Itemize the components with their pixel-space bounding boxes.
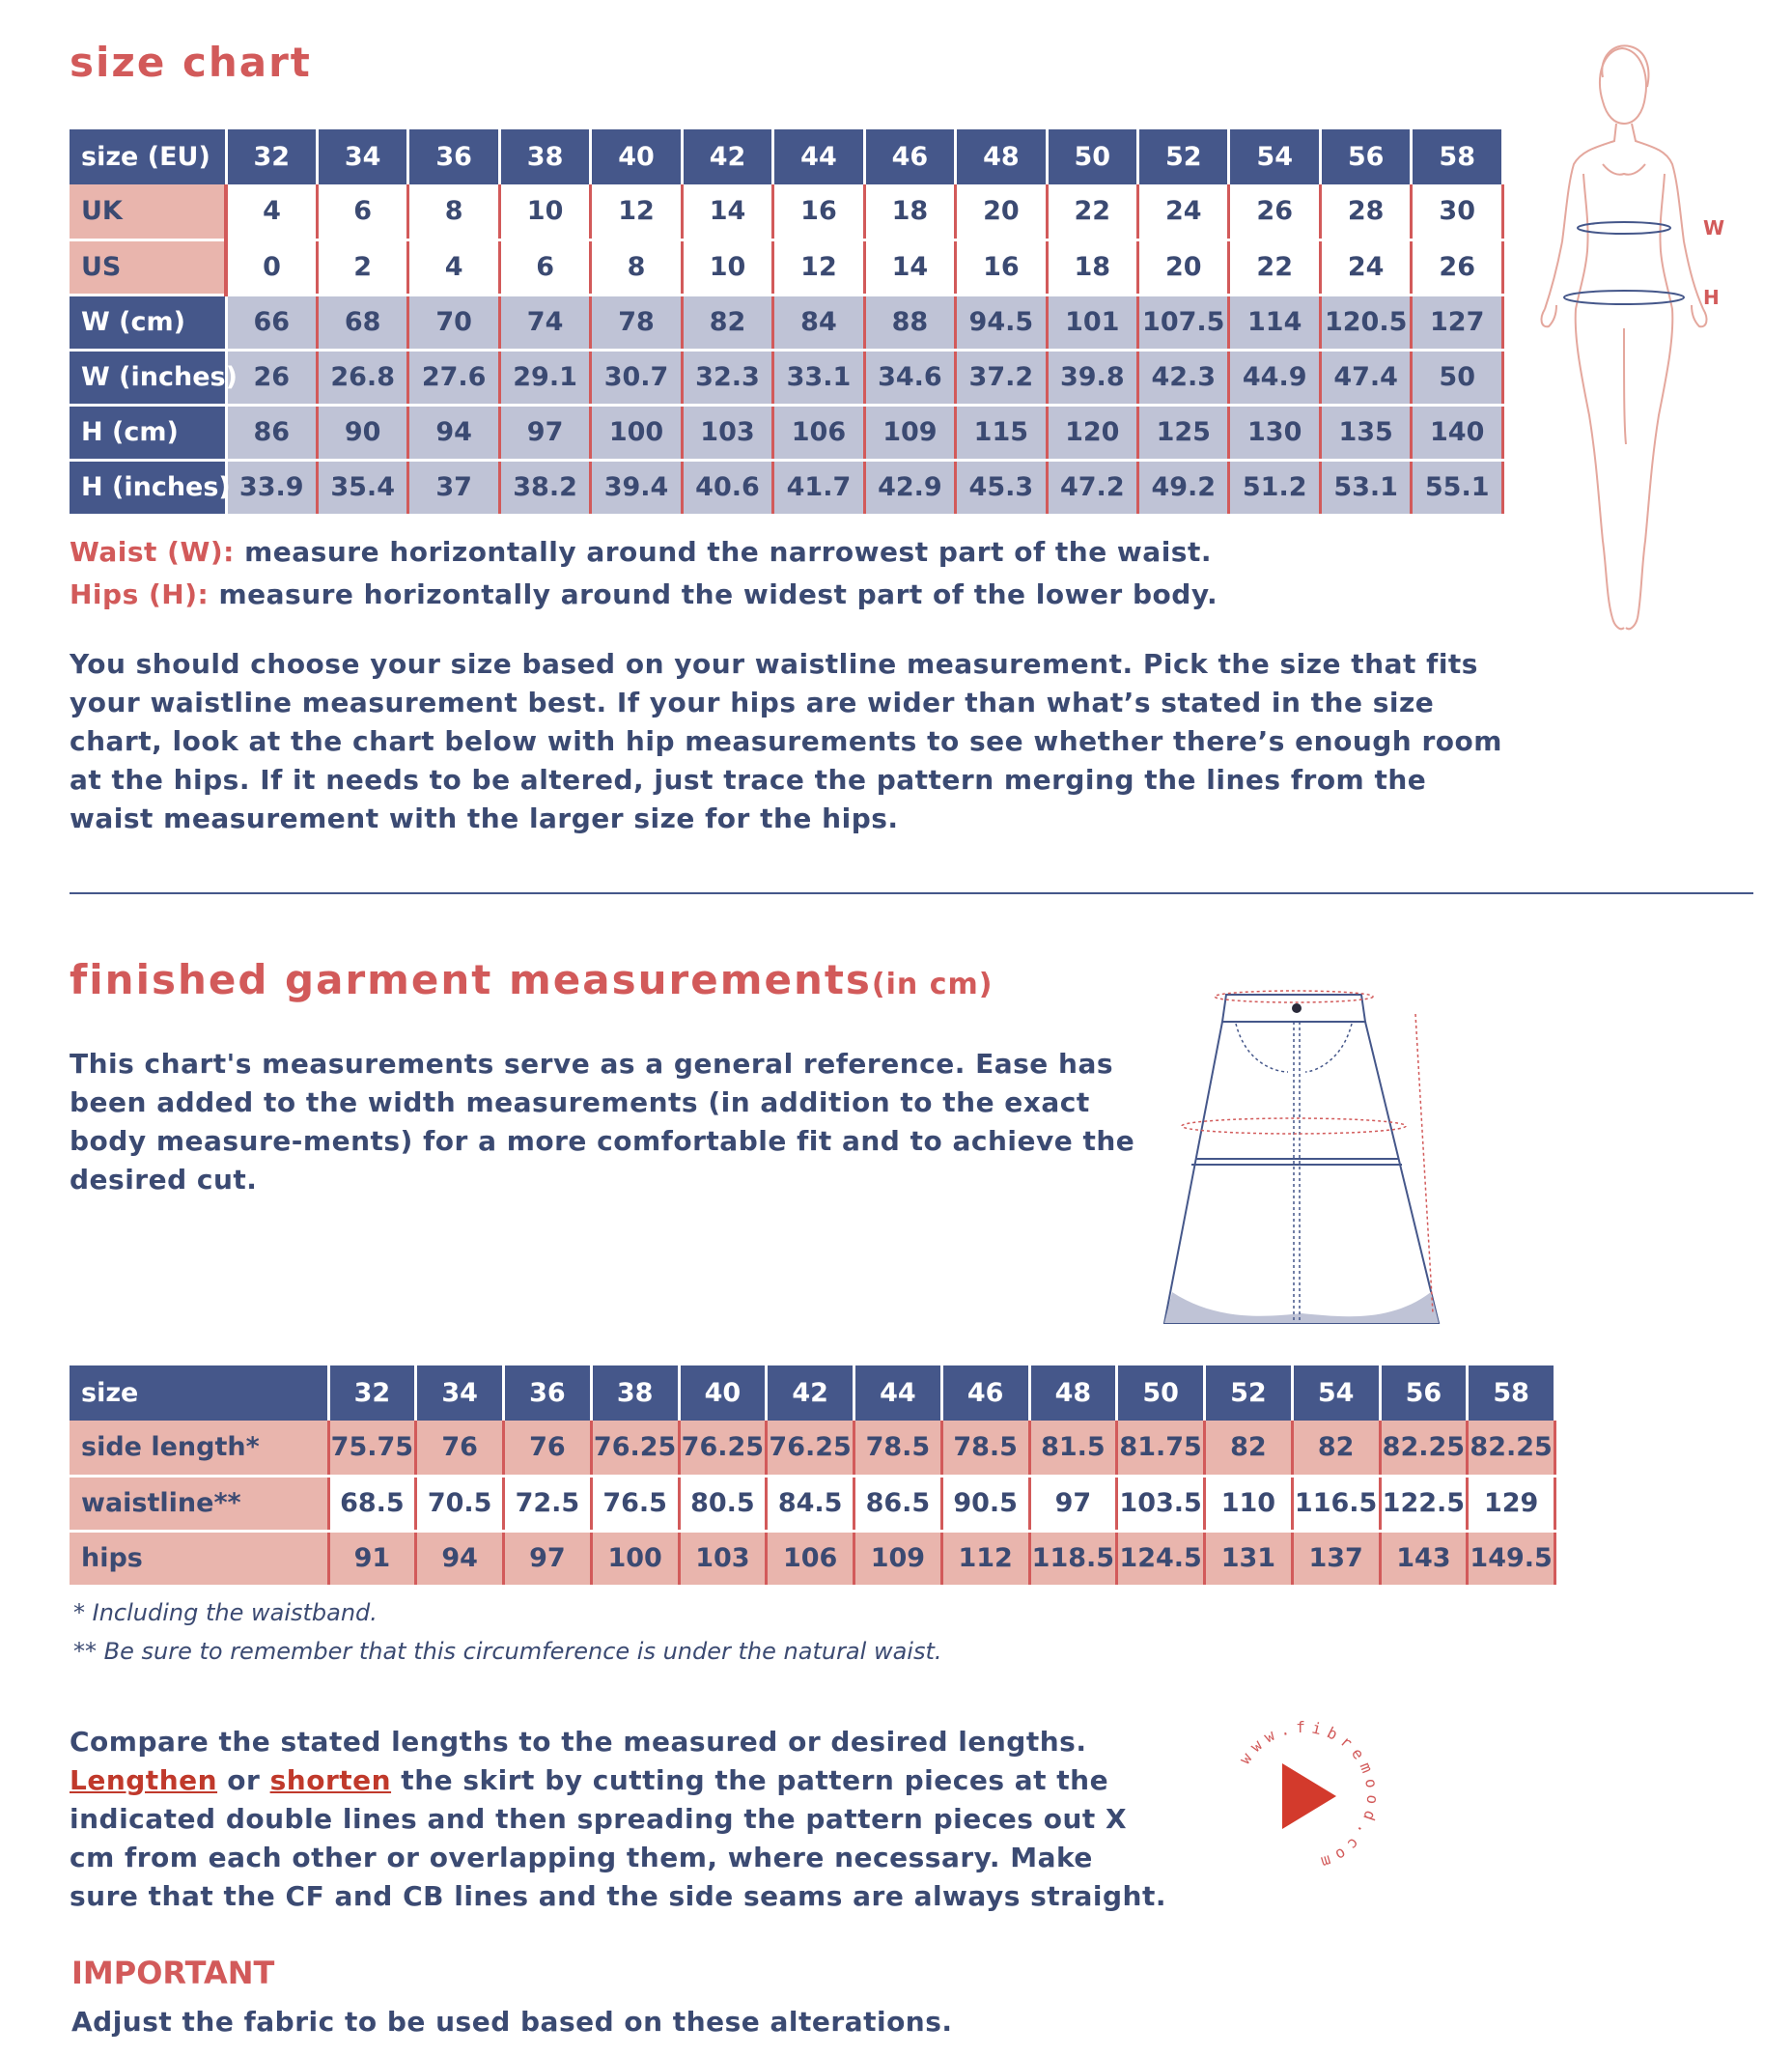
- table-cell: 24: [1320, 239, 1411, 295]
- table-cell: 44.9: [1229, 350, 1320, 405]
- table-cell: 129: [1468, 1476, 1555, 1531]
- garment-size-34: 34: [416, 1365, 504, 1421]
- table-cell: 112: [941, 1531, 1029, 1586]
- table-cell: 131: [1205, 1531, 1293, 1586]
- table-cell: 49.2: [1138, 460, 1229, 515]
- table-cell: 26: [1229, 184, 1320, 239]
- table-cell: 109: [864, 405, 955, 460]
- size-eu-56: 56: [1320, 129, 1411, 184]
- table-cell: 137: [1292, 1531, 1380, 1586]
- table-cell: 4: [408, 239, 499, 295]
- play-icon: [1282, 1763, 1336, 1829]
- table-cell: 10: [499, 184, 590, 239]
- alteration-paragraph: Compare the stated lengths to the measured or desired lengths. Lengthen or shorten the skirt by cutting the pattern pieces at the indicated double lines and then spreading the pattern pieces out X cm from each other or overlapping them, where necessary. Make sure that the CF and CB lines and the side seams are always straight.: [70, 1726, 1166, 1912]
- table-cell: 130: [1229, 405, 1320, 460]
- table-cell: 90.5: [941, 1476, 1029, 1531]
- measurement-definitions: [70, 531, 1218, 616]
- size-chart-row: [70, 184, 1503, 239]
- table-cell: 6: [317, 184, 407, 239]
- size-eu-52: 52: [1138, 129, 1229, 184]
- badge-url-text: www.fibremood.com: [1235, 1717, 1383, 1873]
- table-cell: 47.4: [1320, 350, 1411, 405]
- garment-row: [70, 1476, 1555, 1531]
- size-eu-42: 42: [682, 129, 772, 184]
- body-figure-illustration: [1506, 19, 1757, 657]
- table-cell: 12: [591, 184, 682, 239]
- size-eu-54: 54: [1229, 129, 1320, 184]
- table-cell: 39.4: [591, 460, 682, 515]
- table-cell: 115: [956, 405, 1047, 460]
- figure-hips-label: H: [1703, 286, 1720, 309]
- table-cell: 118.5: [1029, 1531, 1117, 1586]
- table-cell: 110: [1205, 1476, 1293, 1531]
- table-cell: 72.5: [504, 1476, 592, 1531]
- table-cell: 135: [1320, 405, 1411, 460]
- table-cell: 76.5: [591, 1476, 679, 1531]
- table-cell: 82.25: [1468, 1421, 1555, 1476]
- size-choice-paragraph: You should choose your size based on your waistline measurement. Pick the size that fits your waistline measurement best. If your hips are wider than what’s stated in the size chart, look at the chart below with hip measurements to see whether there’s enough room at the hips. If it needs to be altered, just trace the pattern merging the lines from the waist measurement with the larger size for the hips.: [70, 648, 1502, 834]
- table-cell: 68: [317, 295, 407, 350]
- table-cell: 45.3: [956, 460, 1047, 515]
- table-cell: 76.25: [591, 1421, 679, 1476]
- table-cell: 124.5: [1117, 1531, 1205, 1586]
- table-cell: 140: [1412, 405, 1503, 460]
- table-cell: 8: [408, 184, 499, 239]
- table-cell: 51.2: [1229, 460, 1320, 515]
- table-cell: 42.9: [864, 460, 955, 515]
- table-cell: 8: [591, 239, 682, 295]
- row-label: H (cm): [70, 405, 226, 460]
- waist-definition: Waist (W): measure horizontally around the narrowest part of the waist.: [70, 536, 1212, 568]
- row-label: waistline**: [70, 1476, 328, 1531]
- table-cell: 122.5: [1380, 1476, 1468, 1531]
- garment-size-36: 36: [504, 1365, 592, 1421]
- table-cell: 50: [1412, 350, 1503, 405]
- garment-size-32: 32: [328, 1365, 416, 1421]
- table-cell: 76: [416, 1421, 504, 1476]
- garment-row: [70, 1421, 1555, 1476]
- table-cell: 81.5: [1029, 1421, 1117, 1476]
- garment-size-header: size: [70, 1365, 328, 1421]
- garment-size-40: 40: [679, 1365, 767, 1421]
- table-cell: 14: [682, 184, 772, 239]
- lengthen-link[interactable]: Lengthen: [70, 1764, 218, 1796]
- size-eu-36: 36: [408, 129, 499, 184]
- size-chart-row: [70, 405, 1503, 460]
- table-cell: 84: [773, 295, 864, 350]
- garment-size-58: 58: [1468, 1365, 1555, 1421]
- table-cell: 120.5: [1320, 295, 1411, 350]
- table-cell: 4: [226, 184, 317, 239]
- table-cell: 74: [499, 295, 590, 350]
- size-eu-44: 44: [773, 129, 864, 184]
- footnote-circumference: ** Be sure to remember that this circumference is under the natural waist.: [73, 1638, 942, 1665]
- table-cell: 94: [408, 405, 499, 460]
- table-cell: 107.5: [1138, 295, 1229, 350]
- table-cell: 12: [773, 239, 864, 295]
- size-chart-title: size chart: [70, 39, 312, 86]
- size-eu-58: 58: [1412, 129, 1503, 184]
- size-eu-header: size (EU): [70, 129, 226, 184]
- garment-size-48: 48: [1029, 1365, 1117, 1421]
- garment-size-44: 44: [854, 1365, 942, 1421]
- garment-size-54: 54: [1292, 1365, 1380, 1421]
- size-chart-row: [70, 295, 1503, 350]
- table-cell: 127: [1412, 295, 1503, 350]
- table-cell: 27.6: [408, 350, 499, 405]
- garment-row: [70, 1531, 1555, 1586]
- table-cell: 26.8: [317, 350, 407, 405]
- garment-size-38: 38: [591, 1365, 679, 1421]
- garment-measurements-table: [70, 1365, 1556, 1588]
- table-cell: 41.7: [773, 460, 864, 515]
- row-label: side length*: [70, 1421, 328, 1476]
- table-cell: 37: [408, 460, 499, 515]
- size-eu-50: 50: [1047, 129, 1137, 184]
- skirt-illustration: [1159, 985, 1468, 1333]
- table-cell: 68.5: [328, 1476, 416, 1531]
- table-cell: 100: [591, 405, 682, 460]
- table-cell: 78: [591, 295, 682, 350]
- table-cell: 90: [317, 405, 407, 460]
- table-cell: 33.1: [773, 350, 864, 405]
- shorten-link[interactable]: shorten: [269, 1764, 392, 1796]
- table-cell: 14: [864, 239, 955, 295]
- table-cell: 10: [682, 239, 772, 295]
- table-cell: 149.5: [1468, 1531, 1555, 1586]
- size-eu-32: 32: [226, 129, 317, 184]
- table-cell: 66: [226, 295, 317, 350]
- table-cell: 34.6: [864, 350, 955, 405]
- table-cell: 76: [504, 1421, 592, 1476]
- size-chart-row: [70, 350, 1503, 405]
- table-cell: 20: [956, 184, 1047, 239]
- table-cell: 103: [679, 1531, 767, 1586]
- row-label: hips: [70, 1531, 328, 1586]
- table-cell: 76.25: [767, 1421, 854, 1476]
- table-cell: 78.5: [941, 1421, 1029, 1476]
- row-label: US: [70, 239, 226, 295]
- table-cell: 84.5: [767, 1476, 854, 1531]
- table-cell: 42.3: [1138, 350, 1229, 405]
- table-cell: 29.1: [499, 350, 590, 405]
- table-cell: 33.9: [226, 460, 317, 515]
- table-cell: 94: [416, 1531, 504, 1586]
- table-cell: 97: [1029, 1476, 1117, 1531]
- table-cell: 30.7: [591, 350, 682, 405]
- size-chart-row: [70, 239, 1503, 295]
- table-cell: 20: [1138, 239, 1229, 295]
- table-cell: 39.8: [1047, 350, 1137, 405]
- table-cell: 6: [499, 239, 590, 295]
- finished-garment-title: finished garment measurements(in cm): [70, 956, 994, 1003]
- garment-size-50: 50: [1117, 1365, 1205, 1421]
- table-cell: 18: [1047, 239, 1137, 295]
- garment-size-42: 42: [767, 1365, 854, 1421]
- garment-size-46: 46: [941, 1365, 1029, 1421]
- row-label: W (cm): [70, 295, 226, 350]
- table-cell: 22: [1047, 184, 1137, 239]
- table-cell: 91: [328, 1531, 416, 1586]
- table-cell: 82: [1205, 1421, 1293, 1476]
- size-eu-40: 40: [591, 129, 682, 184]
- table-cell: 16: [956, 239, 1047, 295]
- table-cell: 47.2: [1047, 460, 1137, 515]
- garment-size-56: 56: [1380, 1365, 1468, 1421]
- table-cell: 106: [773, 405, 864, 460]
- table-cell: 81.75: [1117, 1421, 1205, 1476]
- table-cell: 55.1: [1412, 460, 1503, 515]
- table-cell: 82: [682, 295, 772, 350]
- table-cell: 82.25: [1380, 1421, 1468, 1476]
- table-cell: 109: [854, 1531, 942, 1586]
- table-cell: 88: [864, 295, 955, 350]
- video-play-badge[interactable]: [1217, 1709, 1390, 1883]
- size-eu-38: 38: [499, 129, 590, 184]
- table-cell: 16: [773, 184, 864, 239]
- size-chart-header-row: [70, 129, 1503, 184]
- table-cell: 103: [682, 405, 772, 460]
- row-label: W (inches): [70, 350, 226, 405]
- table-cell: 97: [499, 405, 590, 460]
- table-cell: 82: [1292, 1421, 1380, 1476]
- table-cell: 106: [767, 1531, 854, 1586]
- garment-size-52: 52: [1205, 1365, 1293, 1421]
- table-cell: 100: [591, 1531, 679, 1586]
- size-chart-row: [70, 460, 1503, 515]
- reference-paragraph: This chart's measurements serve as a general reference. Ease has been added to the width measurements (in addition to the exact body measure-ments) for a more comfortable fit and to achieve the desired cut.: [70, 1048, 1135, 1196]
- table-cell: 40.6: [682, 460, 772, 515]
- table-cell: 125: [1138, 405, 1229, 460]
- size-eu-34: 34: [317, 129, 407, 184]
- table-cell: 70: [408, 295, 499, 350]
- table-cell: 70.5: [416, 1476, 504, 1531]
- table-cell: 0: [226, 239, 317, 295]
- size-chart-table: [70, 129, 1504, 517]
- table-cell: 86.5: [854, 1476, 942, 1531]
- table-cell: 120: [1047, 405, 1137, 460]
- table-cell: 28: [1320, 184, 1411, 239]
- table-cell: 76.25: [679, 1421, 767, 1476]
- table-cell: 116.5: [1292, 1476, 1380, 1531]
- row-label: H (inches): [70, 460, 226, 515]
- table-cell: 143: [1380, 1531, 1468, 1586]
- table-cell: 103.5: [1117, 1476, 1205, 1531]
- footnote-waistband: * Including the waistband.: [73, 1599, 378, 1626]
- table-cell: 80.5: [679, 1476, 767, 1531]
- table-cell: 114: [1229, 295, 1320, 350]
- important-text: Adjust the fabric to be used based on these alterations.: [71, 2006, 953, 2038]
- table-cell: 26: [226, 350, 317, 405]
- table-cell: 32.3: [682, 350, 772, 405]
- table-cell: 86: [226, 405, 317, 460]
- table-cell: 30: [1412, 184, 1503, 239]
- table-cell: 97: [504, 1531, 592, 1586]
- table-cell: 37.2: [956, 350, 1047, 405]
- table-cell: 35.4: [317, 460, 407, 515]
- table-cell: 18: [864, 184, 955, 239]
- hips-definition: Hips (H): measure horizontally around the widest part of the lower body.: [70, 578, 1218, 610]
- section-divider: [70, 892, 1753, 894]
- table-cell: 2: [317, 239, 407, 295]
- size-eu-46: 46: [864, 129, 955, 184]
- table-cell: 24: [1138, 184, 1229, 239]
- size-eu-48: 48: [956, 129, 1047, 184]
- row-label: UK: [70, 184, 226, 239]
- important-heading: IMPORTANT: [71, 1955, 275, 1991]
- table-cell: 26: [1412, 239, 1503, 295]
- table-cell: 22: [1229, 239, 1320, 295]
- garment-header-row: [70, 1365, 1555, 1421]
- table-cell: 94.5: [956, 295, 1047, 350]
- table-cell: 101: [1047, 295, 1137, 350]
- table-cell: 78.5: [854, 1421, 942, 1476]
- table-cell: 38.2: [499, 460, 590, 515]
- figure-waist-label: W: [1703, 216, 1725, 239]
- table-cell: 53.1: [1320, 460, 1411, 515]
- table-cell: 75.75: [328, 1421, 416, 1476]
